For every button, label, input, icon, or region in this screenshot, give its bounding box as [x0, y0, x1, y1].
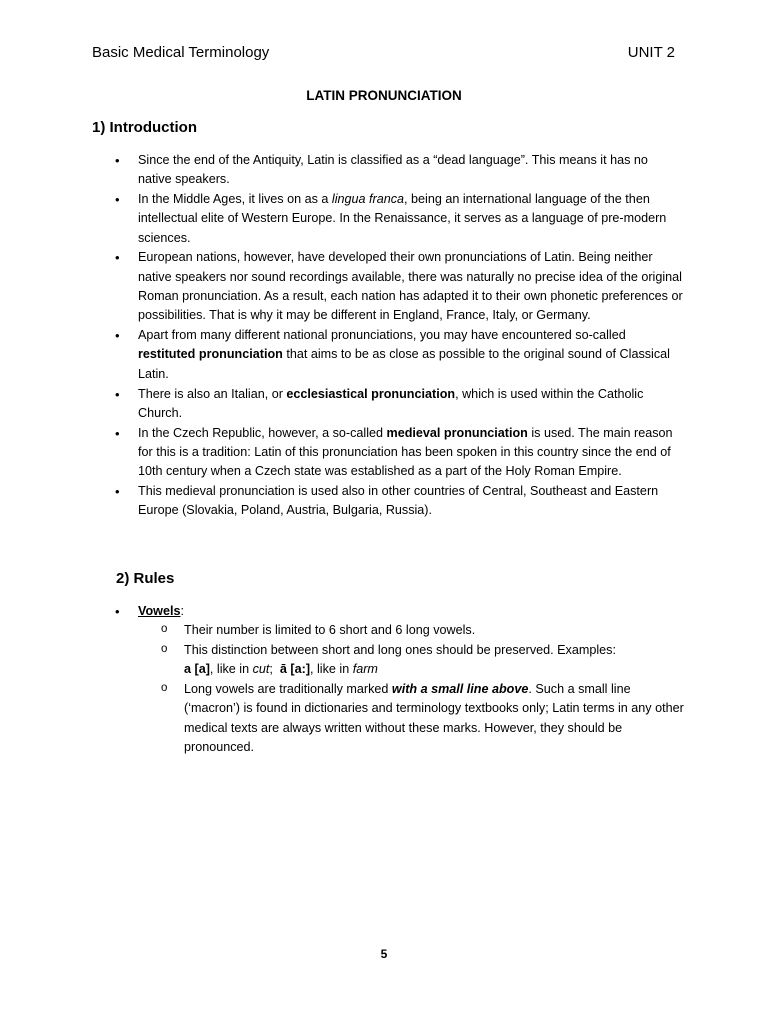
page-title: LATIN PRONUNCIATION [306, 88, 462, 103]
list-item: • In the Middle Ages, it lives on as a lingua franca, being an international language of the then intellectual elite of Western Europe. In the Renaissance, it serves as a language of pre-modern sciences. [138, 190, 684, 248]
header-course-title: Basic Medical Terminology [92, 44, 270, 61]
list-item: • Since the end of the Antiquity, Latin is classified as a “dead language”. This means it has no native speakers. [138, 151, 684, 190]
sublist-item: o Long vowels are traditionally marked with a small line above. Such a small line (‘macron’) is found in dictionaries and terminology textbooks only; Latin terms in any other medical texts are always written without these marks. However, they should be pronounced. [184, 680, 684, 757]
sublist-item: o Their number is limited to 6 short and 6 long vowels. [184, 621, 684, 640]
section-heading-rules: 2) Rules [116, 570, 175, 587]
header-unit: UNIT 2 [627, 44, 675, 61]
list-item: • There is also an Italian, or ecclesiastical pronunciation, which is used within the Catholic Church. [138, 385, 684, 424]
list-item: • In the Czech Republic, however, a so-called medieval pronunciation is used. The main reason for this is a tradition: Latin of this pronunciation has been spoken in this country since the end of 10th century when a Czech state was established as a part of the Holy Roman Empire. [138, 424, 684, 482]
vowels-label: Vowels [138, 604, 181, 618]
page-number: 5 [380, 947, 388, 961]
introduction-list [138, 151, 684, 521]
section-heading-introduction: 1) Introduction [92, 119, 197, 136]
sublist-item: o This distinction between short and long ones should be preserved. Examples: a [a], like in cut; ā [a:], like in farm [184, 641, 684, 680]
list-item: • European nations, however, have developed their own pronunciations of Latin. Being neither native speakers nor sound recordings available, there was naturally no precise idea of the original Roman pronunciation. As a result, each nation has adapted it to their own phonetic preferences or possibilities. That is why it may be different in England, France, Italy, or Germany. [138, 248, 684, 325]
vowels-sublist [138, 621, 684, 757]
rules-list [138, 602, 684, 758]
list-item-vowels: • Vowels: o Their number is limited to 6 short and 6 long vowels. o This distinction between short and long ones should be preserved. Examples: a [a], like in cut; ā [a:], like in farm o Long vowels are traditionally marked with a small line above. Such a small line (‘macron’) is found in dictionaries and terminology textbooks only; Latin terms in any other medical texts are always written without these marks. However, they should be pronounced. [138, 602, 684, 757]
list-item: • This medieval pronunciation is used also in other countries of Central, Southeast and Eastern Europe (Slovakia, Poland, Austria, Bulgaria, Russia). [138, 482, 684, 521]
list-item: • Apart from many different national pronunciations, you may have encountered so-called restituted pronunciation that aims to be as close as possible to the original sound of Classical Latin. [138, 326, 684, 384]
